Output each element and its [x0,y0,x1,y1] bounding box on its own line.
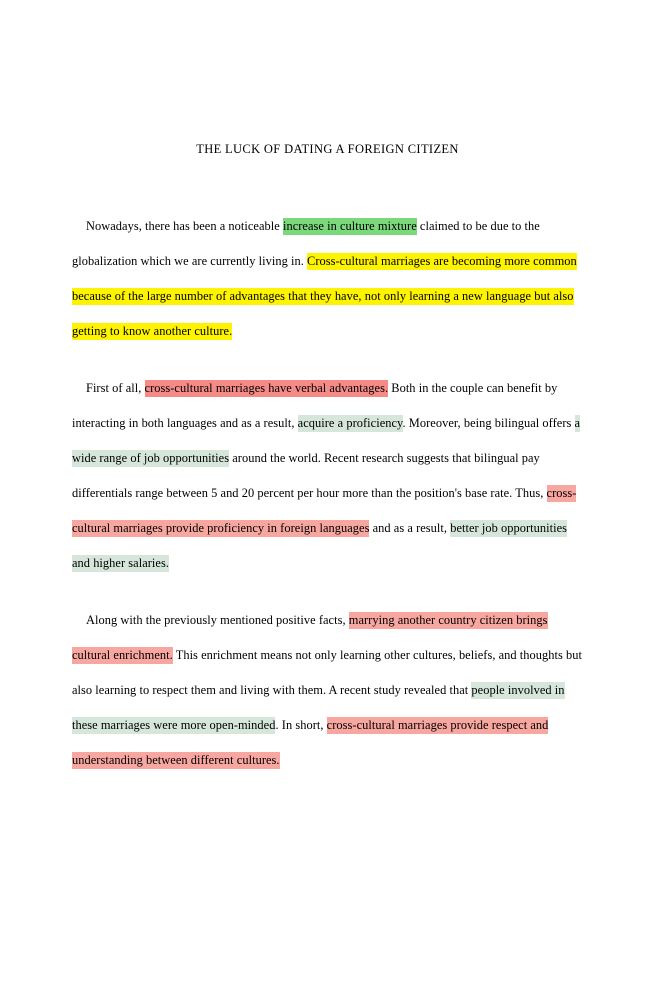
paragraph-3 [72,603,583,778]
text-run: claimed to be due to the globalization which we are currently living in. [72,219,540,268]
highlighted-text: Cross-cultural marriages are becoming more common because of the large number of advantages that they have, not only learning a new language but also getting to know another culture. [72,254,577,338]
text-run: . In short, [275,718,327,732]
highlighted-text: better job opportunities and higher salaries. [72,521,568,570]
text-run: and as a result, [369,521,451,535]
highlighted-text: marrying another country citizen brings cultural enrichment. [72,613,548,662]
highlighted-text: a wide range of job opportunities [72,416,581,465]
highlighted-text: cross-cultural marriages have verbal advantages. [144,381,389,395]
text-run: First of all, [86,381,145,395]
text-run: Along with the previously mentioned positive facts, [86,613,349,627]
page-title: THE LUCK OF DATING A FOREIGN CITIZEN [196,142,459,156]
highlighted-text: increase in culture mixture [282,219,417,233]
text-run: around the world. Recent research suggests that bilingual pay differentials range between 5 and 20 percent per hour more than the position's base rate. Thus, [72,451,547,500]
text-run: This enrichment means not only learning other cultures, beliefs, and thoughts but also learning to respect them and living with them. A recent study revealed that [72,648,583,697]
text-run: . Moreover, being bilingual offers [402,416,575,430]
highlighted-text: cross-cultural marriages provide respect and understanding between different cultures. [72,718,549,767]
highlighted-text: cross-cultural marriages provide proficiency in foreign languages [72,486,577,535]
text-run: Nowadays, there has been a noticeable [86,219,283,233]
text-run: Both in the couple can benefit by interacting in both languages and as a result, [72,381,558,430]
paragraph-2 [72,371,583,581]
highlighted-text: people involved in these marriages were more open-minded [72,683,565,732]
document-body [72,209,583,778]
paragraph-1 [72,209,583,349]
highlighted-text: acquire a proficiency [297,416,403,430]
document-page [0,142,655,990]
